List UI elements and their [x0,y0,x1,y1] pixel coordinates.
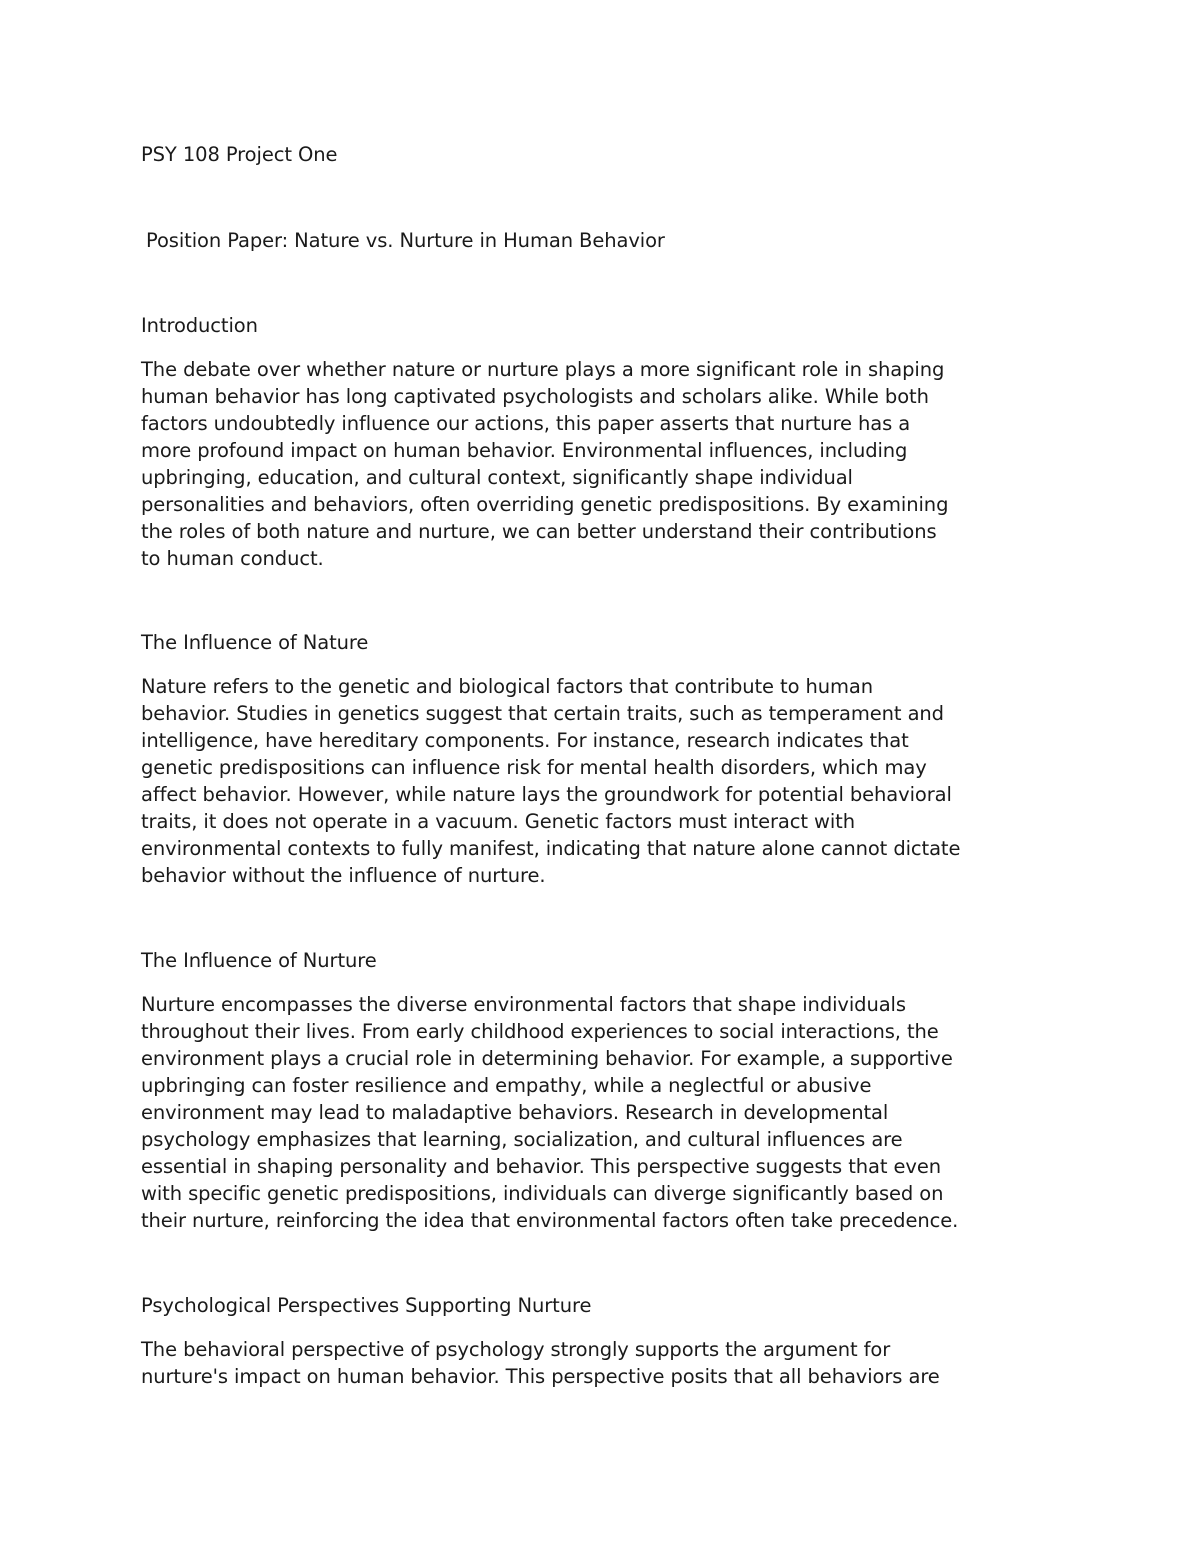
section-heading-introduction: Introduction [141,314,258,337]
paragraph-line: environment may lead to maladaptive behaviors. Research in developmental [141,1101,889,1124]
paragraph-line: psychology emphasizes that learning, socialization, and cultural influences are [141,1128,903,1151]
paragraph-line: with specific genetic predispositions, individuals can diverge significantly based on [141,1182,944,1205]
paragraph-line: behavior without the influence of nurture. [141,864,546,887]
paragraph-line: affect behavior. However, while nature lays the groundwork for potential behavioral [141,783,952,806]
paragraph-line: The behavioral perspective of psychology strongly supports the argument for [141,1338,891,1361]
paper-title: Position Paper: Nature vs. Nurture in Human Behavior [146,229,665,252]
paragraph-line: essential in shaping personality and behavior. This perspective suggests that even [141,1155,941,1178]
paragraph-line: traits, it does not operate in a vacuum. Genetic factors must interact with [141,810,855,833]
paragraph-line: upbringing can foster resilience and empathy, while a neglectful or abusive [141,1074,872,1097]
paragraph-line: environment plays a crucial role in determining behavior. For example, a supportive [141,1047,953,1070]
course-label: PSY 108 Project One [141,143,338,166]
paragraph-line: genetic predispositions can influence risk for mental health disorders, which may [141,756,927,779]
paragraph-line: to human conduct. [141,547,324,570]
section-paragraph-introduction [141,356,948,572]
paragraph-line: their nurture, reinforcing the idea that environmental factors often take precedence. [141,1209,959,1232]
paragraph-line: Nurture encompasses the diverse environmental factors that shape individuals [141,993,906,1016]
paragraph-line: upbringing, education, and cultural context, significantly shape individual [141,466,853,489]
paragraph-line: human behavior has long captivated psychologists and scholars alike. While both [141,385,929,408]
paragraph-line: more profound impact on human behavior. Environmental influences, including [141,439,908,462]
paragraph-line: nurture's impact on human behavior. This perspective posits that all behaviors are [141,1365,940,1388]
paragraph-line: environmental contexts to fully manifest, indicating that nature alone cannot dictate [141,837,961,860]
section-heading-psychological-perspectives: Psychological Perspectives Supporting Nurture [141,1294,592,1317]
paragraph-line: the roles of both nature and nurture, we can better understand their contributions [141,520,937,543]
paragraph-line: The debate over whether nature or nurture plays a more significant role in shaping [141,358,945,381]
paragraph-line: throughout their lives. From early childhood experiences to social interactions, the [141,1020,939,1043]
paragraph-line: Nature refers to the genetic and biological factors that contribute to human [141,675,874,698]
paragraph-line: factors undoubtedly influence our actions, this paper asserts that nurture has a [141,412,911,435]
section-paragraph-psychological-perspectives [141,1336,940,1390]
section-paragraph-nature [141,673,960,889]
paragraph-line: behavior. Studies in genetics suggest that certain traits, such as temperament and [141,702,944,725]
section-heading-nature: The Influence of Nature [141,631,369,654]
paragraph-line: personalities and behaviors, often overriding genetic predispositions. By examining [141,493,949,516]
section-paragraph-nurture [141,991,958,1234]
section-heading-nurture: The Influence of Nurture [141,949,377,972]
paragraph-line: intelligence, have hereditary components. For instance, research indicates that [141,729,909,752]
